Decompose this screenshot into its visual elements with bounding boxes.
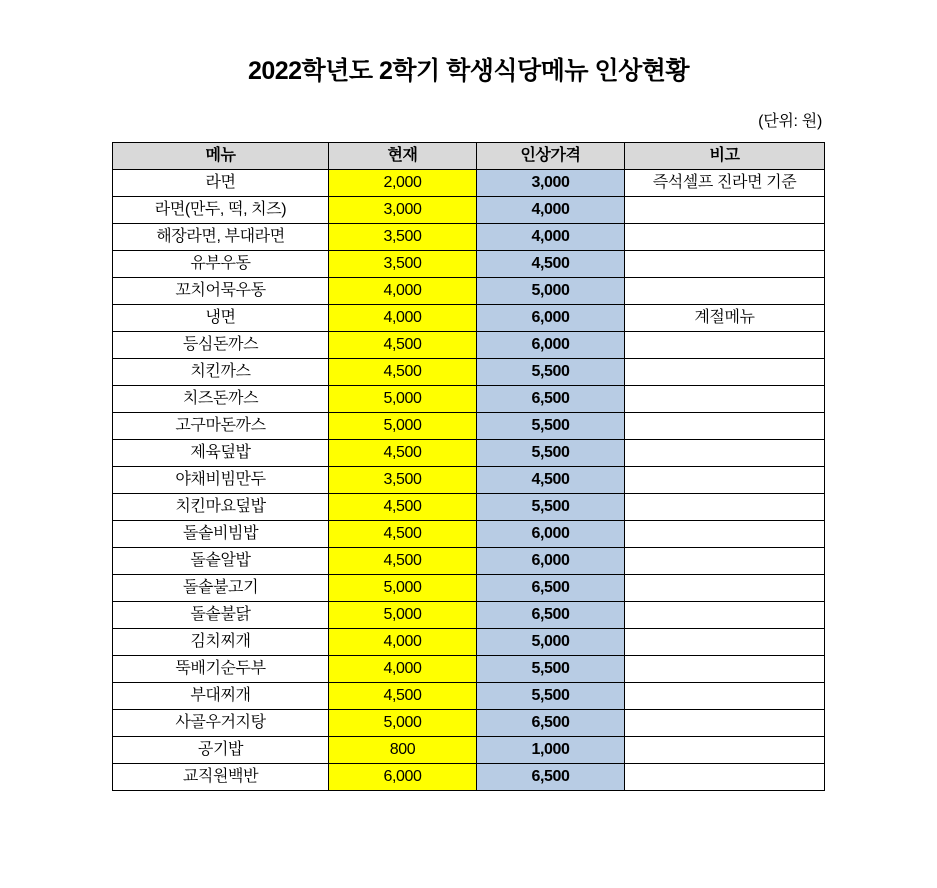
table-row bbox=[113, 736, 825, 763]
cell-note bbox=[625, 385, 825, 412]
table-row bbox=[113, 574, 825, 601]
table-row bbox=[113, 169, 825, 196]
cell-current-price: 4,500 bbox=[329, 331, 477, 358]
document-page bbox=[0, 58, 937, 888]
table-row bbox=[113, 439, 825, 466]
cell-new-price: 1,000 bbox=[477, 736, 625, 763]
cell-current-price: 4,500 bbox=[329, 358, 477, 385]
table-row bbox=[113, 763, 825, 790]
table-row bbox=[113, 466, 825, 493]
cell-new-price: 6,500 bbox=[477, 601, 625, 628]
cell-new-price: 6,500 bbox=[477, 574, 625, 601]
cell-new-price: 4,000 bbox=[477, 196, 625, 223]
cell-menu-name: 라면(만두, 떡, 치즈) bbox=[113, 196, 329, 223]
cell-current-price: 5,000 bbox=[329, 574, 477, 601]
table-row bbox=[113, 331, 825, 358]
cell-menu-name: 교직원백반 bbox=[113, 763, 329, 790]
cell-menu-name: 해장라면, 부대라면 bbox=[113, 223, 329, 250]
column-header-new: 인상가격 bbox=[477, 142, 625, 169]
cell-current-price: 4,000 bbox=[329, 655, 477, 682]
cell-note bbox=[625, 277, 825, 304]
cell-menu-name: 돌솥알밥 bbox=[113, 547, 329, 574]
table-header bbox=[113, 142, 825, 169]
cell-menu-name: 고구마돈까스 bbox=[113, 412, 329, 439]
table-header-row bbox=[113, 142, 825, 169]
table-row bbox=[113, 196, 825, 223]
cell-menu-name: 냉면 bbox=[113, 304, 329, 331]
table-body bbox=[113, 169, 825, 790]
cell-new-price: 6,500 bbox=[477, 763, 625, 790]
table-row bbox=[113, 547, 825, 574]
cell-new-price: 4,500 bbox=[477, 466, 625, 493]
cell-current-price: 5,000 bbox=[329, 385, 477, 412]
cell-menu-name: 유부우동 bbox=[113, 250, 329, 277]
cell-menu-name: 치킨까스 bbox=[113, 358, 329, 385]
cell-current-price: 5,000 bbox=[329, 601, 477, 628]
cell-menu-name: 꼬치어묵우동 bbox=[113, 277, 329, 304]
cell-note bbox=[625, 763, 825, 790]
cell-new-price: 3,000 bbox=[477, 169, 625, 196]
cell-note bbox=[625, 412, 825, 439]
column-header-menu: 메뉴 bbox=[113, 142, 329, 169]
cell-current-price: 4,000 bbox=[329, 628, 477, 655]
cell-menu-name: 치킨마요덮밥 bbox=[113, 493, 329, 520]
cell-new-price: 5,500 bbox=[477, 412, 625, 439]
cell-note bbox=[625, 601, 825, 628]
cell-menu-name: 사골우거지탕 bbox=[113, 709, 329, 736]
table-row bbox=[113, 493, 825, 520]
cell-menu-name: 제육덮밥 bbox=[113, 439, 329, 466]
cell-note bbox=[625, 547, 825, 574]
table-row bbox=[113, 304, 825, 331]
cell-note bbox=[625, 331, 825, 358]
cell-new-price: 5,500 bbox=[477, 439, 625, 466]
table-row bbox=[113, 412, 825, 439]
cell-note: 계절메뉴 bbox=[625, 304, 825, 331]
price-table-container bbox=[0, 142, 937, 791]
cell-new-price: 6,000 bbox=[477, 331, 625, 358]
cell-note bbox=[625, 250, 825, 277]
cell-current-price: 4,500 bbox=[329, 439, 477, 466]
cell-current-price: 6,000 bbox=[329, 763, 477, 790]
cell-new-price: 6,000 bbox=[477, 304, 625, 331]
cell-menu-name: 치즈돈까스 bbox=[113, 385, 329, 412]
cell-menu-name: 뚝배기순두부 bbox=[113, 655, 329, 682]
cell-menu-name: 공기밥 bbox=[113, 736, 329, 763]
cell-current-price: 3,500 bbox=[329, 250, 477, 277]
page-title: 2022학년도 2학기 학생식당메뉴 인상현황 bbox=[247, 57, 690, 85]
cell-new-price: 4,000 bbox=[477, 223, 625, 250]
column-header-current: 현재 bbox=[329, 142, 477, 169]
cell-note bbox=[625, 709, 825, 736]
cell-current-price: 3,500 bbox=[329, 466, 477, 493]
cell-new-price: 5,000 bbox=[477, 277, 625, 304]
table-row bbox=[113, 223, 825, 250]
cell-new-price: 4,500 bbox=[477, 250, 625, 277]
cell-note bbox=[625, 628, 825, 655]
cell-menu-name: 돌솥비빔밥 bbox=[113, 520, 329, 547]
cell-new-price: 5,000 bbox=[477, 628, 625, 655]
cell-current-price: 800 bbox=[329, 736, 477, 763]
cell-new-price: 5,500 bbox=[477, 682, 625, 709]
table-row bbox=[113, 655, 825, 682]
cell-note bbox=[625, 520, 825, 547]
price-table bbox=[112, 142, 825, 791]
cell-menu-name: 야채비빔만두 bbox=[113, 466, 329, 493]
cell-note: 즉석셀프 진라면 기준 bbox=[625, 169, 825, 196]
cell-note bbox=[625, 358, 825, 385]
cell-note bbox=[625, 439, 825, 466]
cell-note bbox=[625, 574, 825, 601]
table-row bbox=[113, 385, 825, 412]
cell-menu-name: 돌솥불고기 bbox=[113, 574, 329, 601]
cell-new-price: 6,000 bbox=[477, 520, 625, 547]
table-row bbox=[113, 628, 825, 655]
cell-current-price: 2,000 bbox=[329, 169, 477, 196]
cell-current-price: 5,000 bbox=[329, 412, 477, 439]
cell-menu-name: 라면 bbox=[113, 169, 329, 196]
table-row bbox=[113, 277, 825, 304]
cell-note bbox=[625, 682, 825, 709]
table-row bbox=[113, 250, 825, 277]
cell-new-price: 5,500 bbox=[477, 493, 625, 520]
cell-new-price: 6,500 bbox=[477, 709, 625, 736]
table-row bbox=[113, 709, 825, 736]
cell-current-price: 4,000 bbox=[329, 277, 477, 304]
table-row bbox=[113, 601, 825, 628]
cell-new-price: 6,500 bbox=[477, 385, 625, 412]
cell-note bbox=[625, 493, 825, 520]
cell-new-price: 5,500 bbox=[477, 358, 625, 385]
cell-note bbox=[625, 223, 825, 250]
cell-note bbox=[625, 196, 825, 223]
cell-new-price: 6,000 bbox=[477, 547, 625, 574]
table-row bbox=[113, 520, 825, 547]
cell-current-price: 4,500 bbox=[329, 520, 477, 547]
cell-current-price: 4,500 bbox=[329, 682, 477, 709]
cell-note bbox=[625, 655, 825, 682]
cell-current-price: 4,000 bbox=[329, 304, 477, 331]
cell-note bbox=[625, 736, 825, 763]
cell-current-price: 4,500 bbox=[329, 493, 477, 520]
unit-note: (단위: 원) bbox=[758, 112, 822, 130]
cell-note bbox=[625, 466, 825, 493]
column-header-note: 비고 bbox=[625, 142, 825, 169]
cell-menu-name: 김치찌개 bbox=[113, 628, 329, 655]
cell-current-price: 4,500 bbox=[329, 547, 477, 574]
cell-menu-name: 등심돈까스 bbox=[113, 331, 329, 358]
cell-new-price: 5,500 bbox=[477, 655, 625, 682]
cell-menu-name: 부대찌개 bbox=[113, 682, 329, 709]
cell-current-price: 5,000 bbox=[329, 709, 477, 736]
cell-current-price: 3,500 bbox=[329, 223, 477, 250]
table-row bbox=[113, 682, 825, 709]
cell-menu-name: 돌솥불닭 bbox=[113, 601, 329, 628]
cell-current-price: 3,000 bbox=[329, 196, 477, 223]
table-row bbox=[113, 358, 825, 385]
